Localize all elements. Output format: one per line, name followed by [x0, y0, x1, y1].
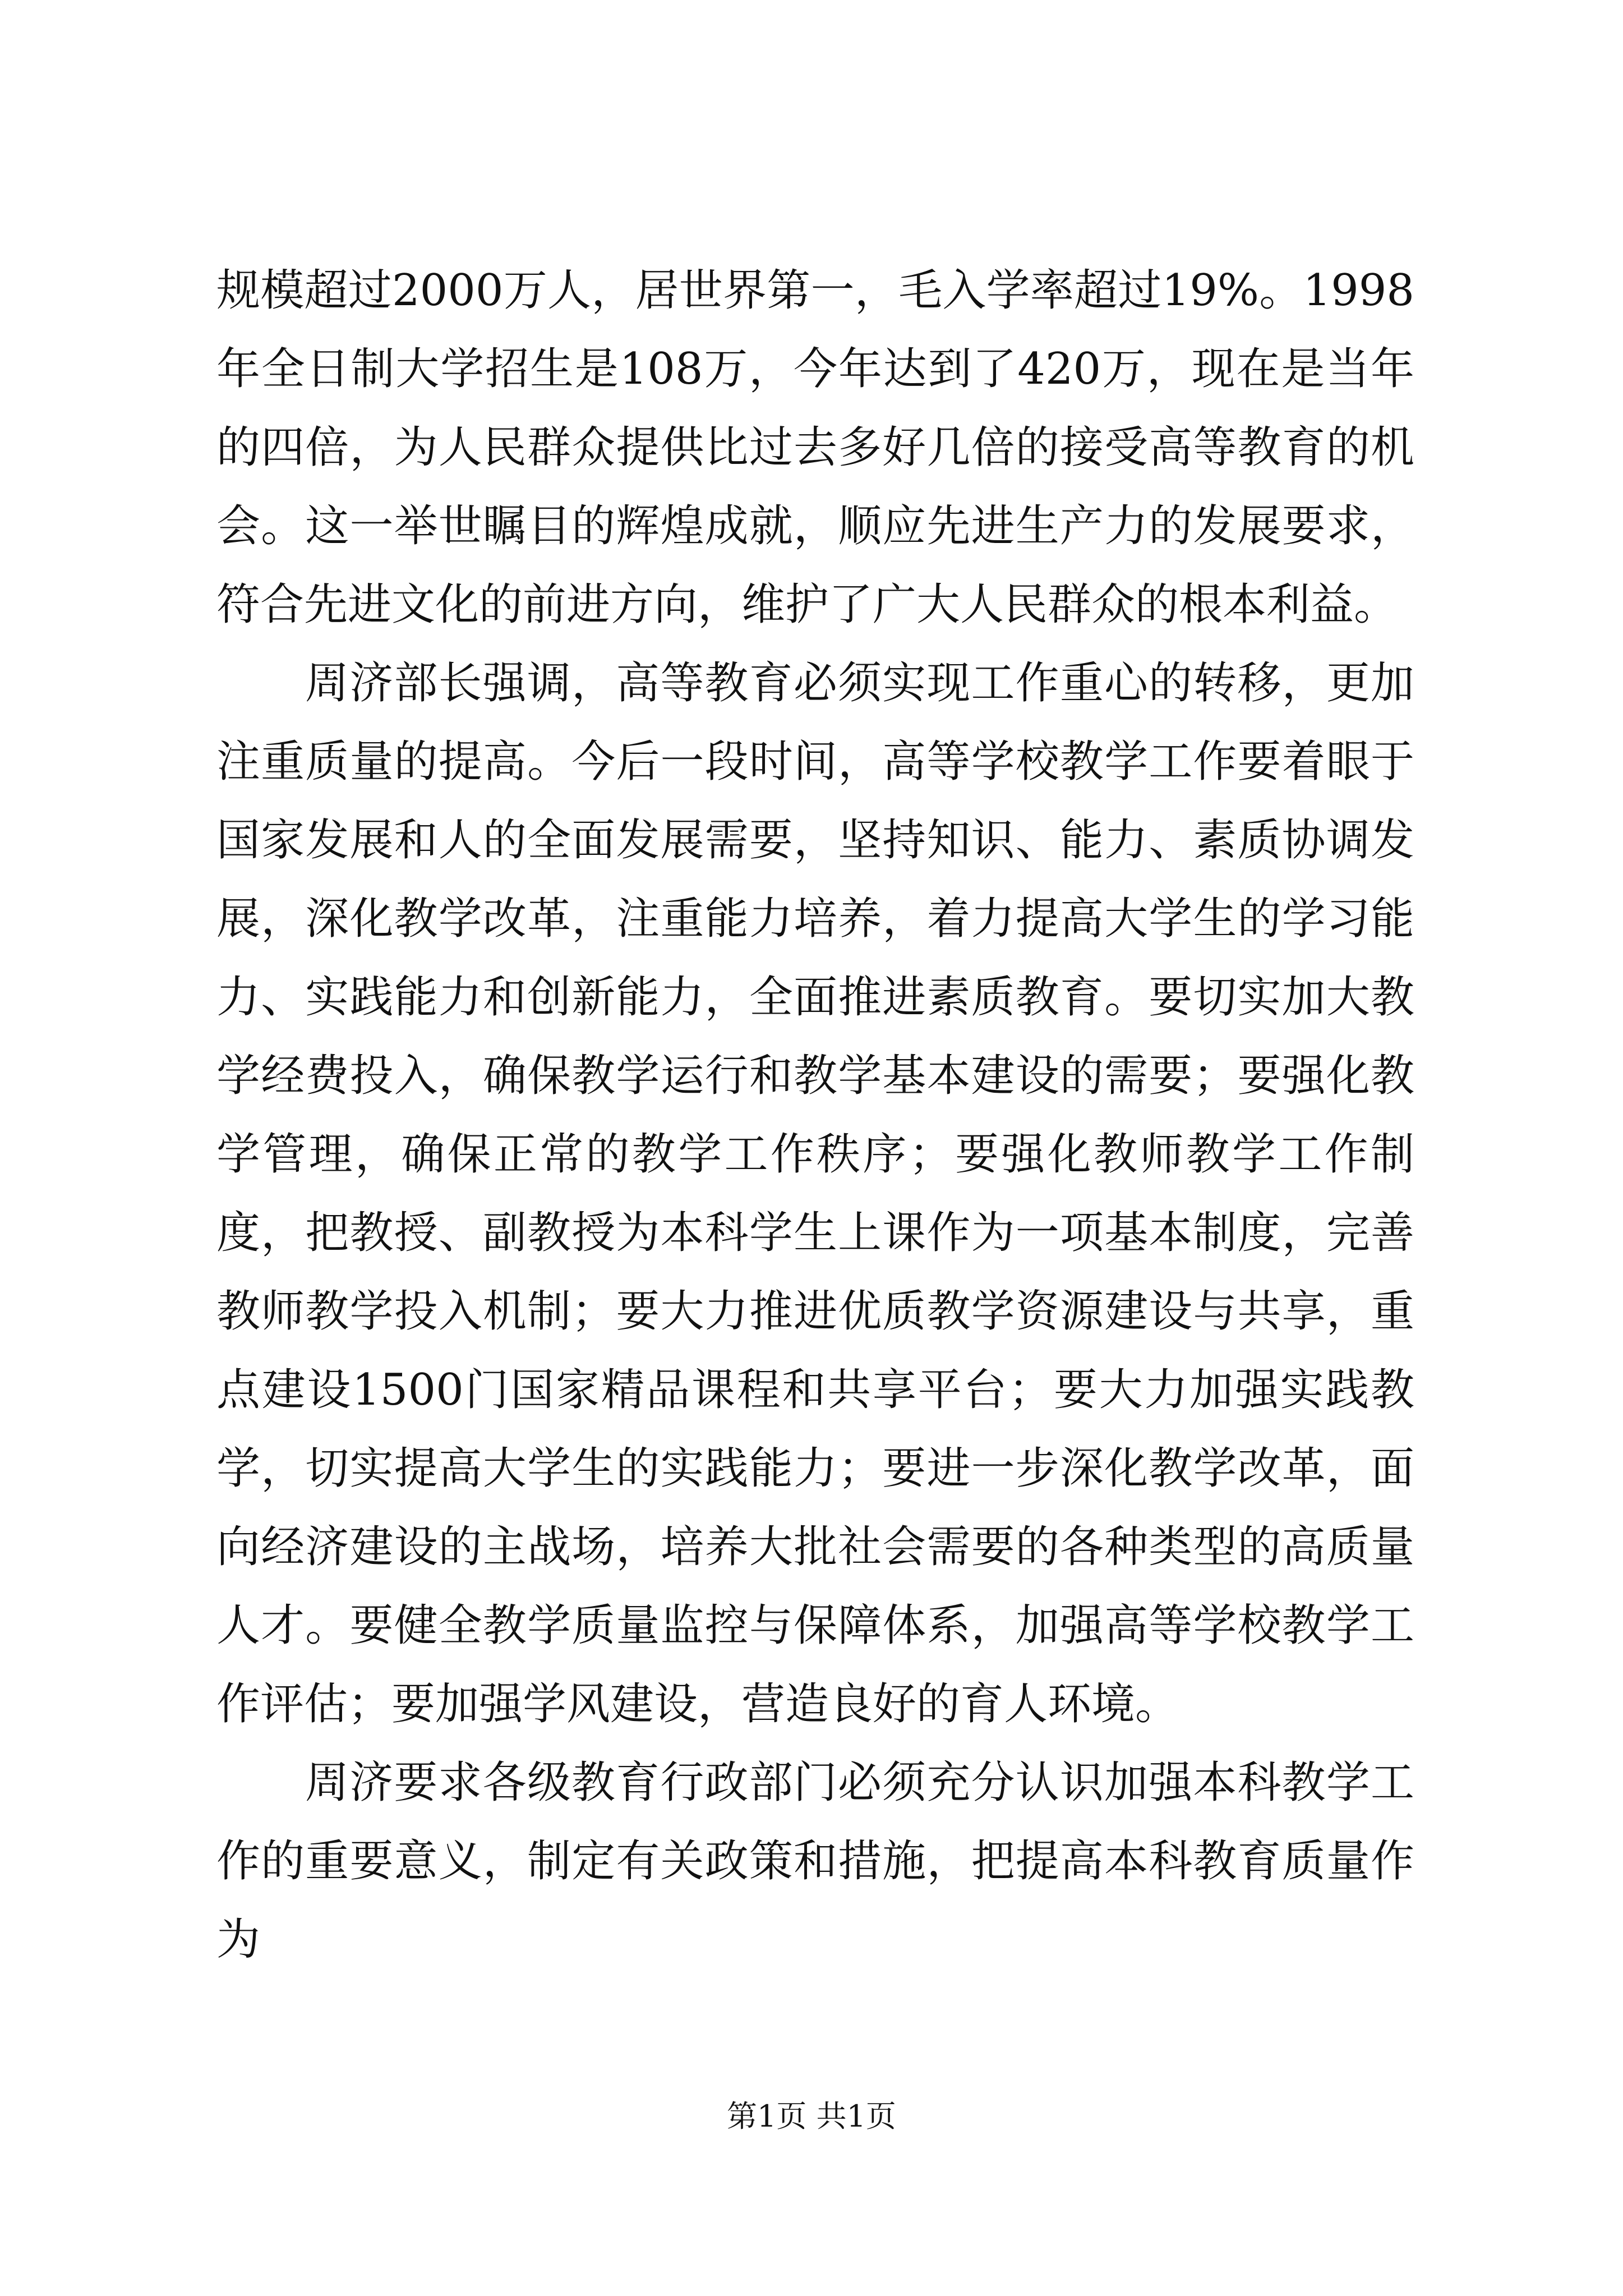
paragraph-1: 规模超过2000万人，居世界第一，毛入学率超过19%。1998年全日制大学招生是108万，今年达到了420万，现在是当年的四倍，为人民群众提供比过去多好几倍的接受高等教育的机会。这一举世瞩目的辉煌成就，顺应先进生产力的发展要求，符合先进文化的前进方向，维护了广大人民群众的根本利益。 [216, 265, 1414, 630]
paragraph-3: 周济要求各级教育行政部门必须充分认识加强本科教学工作的重要意义，制定有关政策和措施，把提高本科教育质量作为 [216, 1757, 1414, 1965]
body-text [216, 251, 1414, 1979]
paragraph-2: 周济部长强调，高等教育必须实现工作重心的转移，更加注重质量的提高。今后一段时间，高等学校教学工作要着眼于国家发展和人的全面发展需要，坚持知识、能力、素质协调发展，深化教学改革，注重能力培养，着力提高大学生的学习能力、实践能力和创新能力，全面推进素质教育。要切实加大教学经费投入，确保教学运行和教学基本建设的需要；要强化教学管理，确保正常的教学工作秩序；要强化教师教学工作制度，把教授、副教授为本科学生上课作为一项基本制度，完善教师教学投入机制；要大力推进优质教学资源建设与共享，重点建设1500门国家精品课程和共享平台；要大力加强实践教学，切实提高大学生的实践能力；要进一步深化教学改革，面向经济建设的主战场，培养大批社会需要的各种类型的高质量人才。要健全教学质量监控与保障体系，加强高等学校教学工作评估；要加强学风建设，营造良好的育人环境。 [216, 658, 1414, 1729]
page-number-footer: 第1页 共1页 [727, 2099, 896, 2134]
